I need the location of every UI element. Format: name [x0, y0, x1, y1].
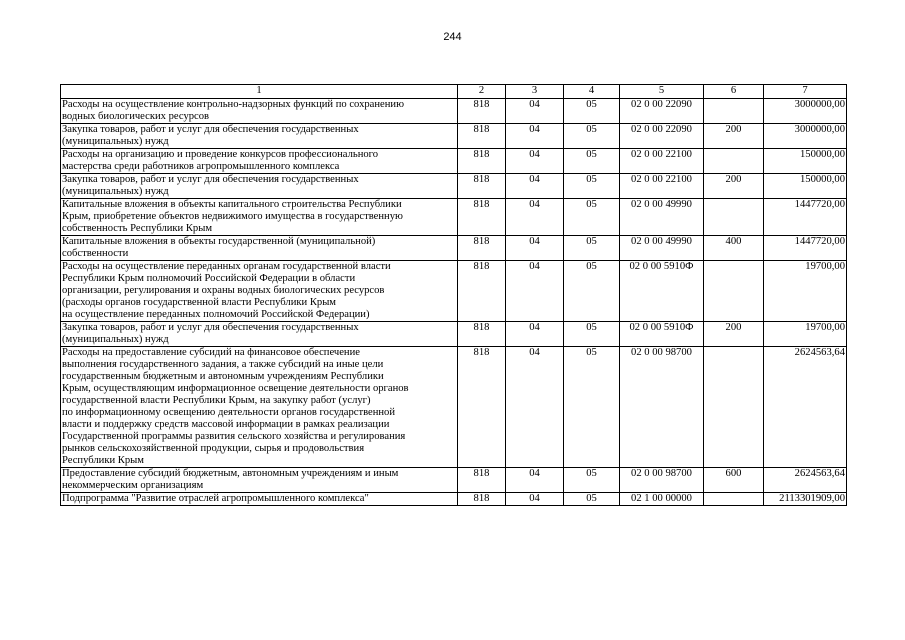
row-description — [61, 261, 458, 322]
table-row — [61, 174, 847, 199]
section-code-cell: 04 — [506, 322, 564, 347]
target-article-cell: 02 0 00 5910Ф — [620, 322, 704, 347]
page-number: 244 — [443, 31, 462, 43]
target-article-cell: 02 0 00 22090 — [620, 99, 704, 124]
expense-type-cell — [704, 261, 764, 322]
budget-table — [60, 84, 847, 506]
description-line: государственным бюджетным и автономным учреждениям Республики — [62, 371, 384, 382]
subsection-code-cell: 05 — [564, 493, 620, 506]
admin-code-cell: 818 — [458, 199, 506, 236]
description-line: Расходы на организацию и проведение конкурсов профессионального — [62, 149, 379, 160]
column-header: 4 — [564, 85, 620, 99]
admin-code-cell: 818 — [458, 261, 506, 322]
description-line: собственности — [62, 248, 129, 259]
subsection-code-cell: 05 — [564, 124, 620, 149]
expense-type-cell — [704, 347, 764, 468]
expense-type-cell: 200 — [704, 174, 764, 199]
description-line: власти и поддержку средств массовой информации в рамках реализации — [62, 419, 390, 430]
target-article-cell: 02 0 00 5910Ф — [620, 261, 704, 322]
description-line: Расходы на предоставление субсидий на финансовое обеспечение — [62, 347, 360, 358]
amount-cell: 150000,00 — [764, 174, 847, 199]
subsection-code-cell: 05 — [564, 468, 620, 493]
row-description — [61, 199, 458, 236]
description-line: Республики Крым полномочий Российской Федерации в области — [62, 273, 356, 284]
column-header: 3 — [506, 85, 564, 99]
expense-type-cell — [704, 99, 764, 124]
column-header: 1 — [61, 85, 458, 99]
expense-type-cell: 200 — [704, 124, 764, 149]
amount-cell: 1447720,00 — [764, 236, 847, 261]
description-line: собственность Республики Крым — [62, 223, 213, 234]
description-line: Крым, осуществляющим информационное освещение деятельности органов — [62, 383, 409, 394]
description-line: Расходы на осуществление контрольно-надзорных функций по сохранению — [62, 99, 405, 110]
amount-cell: 19700,00 — [764, 261, 847, 322]
row-description — [61, 322, 458, 347]
section-code-cell: 04 — [506, 174, 564, 199]
description-line: некоммерческим организациям — [62, 480, 204, 491]
column-header: 7 — [764, 85, 847, 99]
amount-cell: 1447720,00 — [764, 199, 847, 236]
section-code-cell: 04 — [506, 99, 564, 124]
table-row — [61, 124, 847, 149]
amount-cell: 3000000,00 — [764, 99, 847, 124]
description-line: водных биологических ресурсов — [62, 111, 210, 122]
table-row — [61, 236, 847, 261]
subsection-code-cell: 05 — [564, 99, 620, 124]
admin-code-cell: 818 — [458, 347, 506, 468]
table-row — [61, 322, 847, 347]
admin-code-cell: 818 — [458, 236, 506, 261]
subsection-code-cell: 05 — [564, 236, 620, 261]
table-row — [61, 199, 847, 236]
amount-cell: 2624563,64 — [764, 347, 847, 468]
table-row — [61, 261, 847, 322]
table-row — [61, 493, 847, 506]
description-line: (муниципальных) нужд — [62, 334, 169, 345]
description-line: государственной власти Республики Крым, на закупку работ (услуг) — [62, 395, 371, 406]
row-description — [61, 149, 458, 174]
description-line: Капитальные вложения в объекты капитального строительства Республики — [62, 199, 402, 210]
subsection-code-cell: 05 — [564, 199, 620, 236]
amount-cell: 19700,00 — [764, 322, 847, 347]
description-line: Предоставление субсидий бюджетным, автономным учреждениям и иным — [62, 468, 399, 479]
section-code-cell: 04 — [506, 261, 564, 322]
table-row — [61, 347, 847, 468]
row-description — [61, 236, 458, 261]
target-article-cell: 02 0 00 22100 — [620, 149, 704, 174]
table-row — [61, 149, 847, 174]
description-line: Закупка товаров, работ и услуг для обеспечения государственных — [62, 174, 359, 185]
expense-type-cell — [704, 199, 764, 236]
expense-type-cell — [704, 493, 764, 506]
description-line: организации, регулирования и охраны водных биологических ресурсов — [62, 285, 385, 296]
description-line: по информационному освещению деятельности органов государственной — [62, 407, 396, 418]
description-line: Государственной программы развития сельского хозяйства и регулирования — [62, 431, 406, 442]
subsection-code-cell: 05 — [564, 347, 620, 468]
subsection-code-cell: 05 — [564, 322, 620, 347]
description-line: (муниципальных) нужд — [62, 186, 169, 197]
expense-type-cell: 600 — [704, 468, 764, 493]
description-line: рынков сельскохозяйственной продукции, сырья и продовольствия — [62, 443, 365, 454]
column-header: 5 — [620, 85, 704, 99]
target-article-cell: 02 0 00 22100 — [620, 174, 704, 199]
admin-code-cell: 818 — [458, 468, 506, 493]
row-description — [61, 124, 458, 149]
column-header: 6 — [704, 85, 764, 99]
target-article-cell: 02 0 00 49990 — [620, 236, 704, 261]
description-line: мастерства среди работников агропромышленного комплекса — [62, 161, 340, 172]
description-line: Закупка товаров, работ и услуг для обеспечения государственных — [62, 124, 359, 135]
row-description — [61, 493, 458, 506]
admin-code-cell: 818 — [458, 174, 506, 199]
section-code-cell: 04 — [506, 347, 564, 468]
description-line: Крым, приобретение объектов недвижимого имущества в государственную — [62, 211, 403, 222]
expense-type-cell: 400 — [704, 236, 764, 261]
target-article-cell: 02 0 00 22090 — [620, 124, 704, 149]
section-code-cell: 04 — [506, 199, 564, 236]
description-line: Капитальные вложения в объекты государственной (муниципальной) — [62, 236, 376, 247]
expense-type-cell: 200 — [704, 322, 764, 347]
column-header: 2 — [458, 85, 506, 99]
target-article-cell: 02 0 00 98700 — [620, 347, 704, 468]
amount-cell: 150000,00 — [764, 149, 847, 174]
amount-cell: 2113301909,00 — [764, 493, 847, 506]
admin-code-cell: 818 — [458, 124, 506, 149]
target-article-cell: 02 1 00 00000 — [620, 493, 704, 506]
amount-cell: 2624563,64 — [764, 468, 847, 493]
admin-code-cell: 818 — [458, 149, 506, 174]
section-code-cell: 04 — [506, 236, 564, 261]
description-line: Республики Крым — [62, 455, 144, 466]
admin-code-cell: 818 — [458, 322, 506, 347]
section-code-cell: 04 — [506, 493, 564, 506]
header-row — [61, 85, 847, 99]
row-description — [61, 174, 458, 199]
subsection-code-cell: 05 — [564, 149, 620, 174]
admin-code-cell: 818 — [458, 99, 506, 124]
description-line: на осуществление переданных полномочий Российской Федерации) — [62, 309, 370, 320]
expense-type-cell — [704, 149, 764, 174]
description-line: Закупка товаров, работ и услуг для обеспечения государственных — [62, 322, 359, 333]
subsection-code-cell: 05 — [564, 174, 620, 199]
amount-cell: 3000000,00 — [764, 124, 847, 149]
row-description — [61, 99, 458, 124]
description-line: (расходы органов государственной власти Республики Крым — [62, 297, 337, 308]
description-line: Подпрограмма "Развитие отраслей агропромышленного комплекса" — [62, 493, 369, 504]
row-description — [61, 468, 458, 493]
subsection-code-cell: 05 — [564, 261, 620, 322]
section-code-cell: 04 — [506, 149, 564, 174]
target-article-cell: 02 0 00 49990 — [620, 199, 704, 236]
table-row — [61, 468, 847, 493]
section-code-cell: 04 — [506, 124, 564, 149]
target-article-cell: 02 0 00 98700 — [620, 468, 704, 493]
table-row — [61, 99, 847, 124]
description-line: выполнения государственного задания, а также субсидий на иные цели — [62, 359, 384, 370]
row-description — [61, 347, 458, 468]
description-line: Расходы на осуществление переданных органам государственной власти — [62, 261, 391, 272]
section-code-cell: 04 — [506, 468, 564, 493]
admin-code-cell: 818 — [458, 493, 506, 506]
description-line: (муниципальных) нужд — [62, 136, 169, 147]
